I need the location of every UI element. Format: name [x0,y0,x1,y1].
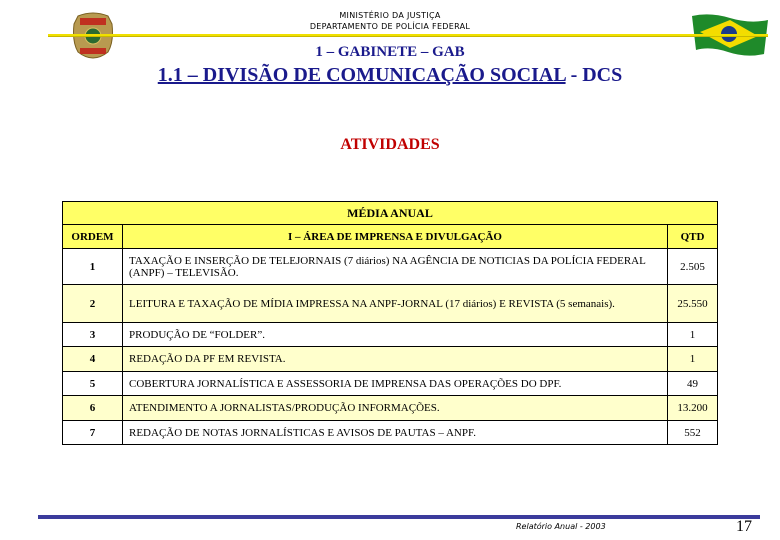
row-ordem: 2 [63,285,123,323]
row-desc: REDAÇÃO DE NOTAS JORNALÍSTICAS E AVISOS DE PAUTAS – ANPF. [123,421,668,445]
footer-divider [38,515,760,519]
table-caption: MÉDIA ANUAL [63,202,718,225]
subsection-title [0,64,780,87]
ministry-name: MINISTÉRIO DA JUSTIÇA [339,11,441,20]
subsection-name: 1.1 – DIVISÃO DE COMUNICAÇÃO SOCIAL [157,64,566,86]
table-row [63,421,718,445]
header-qtd: QTD [668,225,718,249]
header-area: I – ÁREA DE IMPRENSA E DIVULGAÇÃO [123,225,668,249]
row-qtd: 2.505 [668,249,718,285]
row-qtd: 13.200 [668,396,718,421]
row-ordem: 3 [63,323,123,347]
section-title: 1 – GABINETE – GAB [315,44,465,60]
row-desc: LEITURA E TAXAÇÃO DE MÍDIA IMPRESSA NA ANPF-JORNAL (17 diários) E REVISTA (5 semanais). [123,285,668,323]
table-header-row [63,225,718,249]
row-ordem: 1 [63,249,123,285]
table-row [63,372,718,396]
table-row [63,323,718,347]
page-number: 17 [736,518,752,535]
row-desc: ATENDIMENTO A JORNALISTAS/PRODUÇÃO INFORMAÇÕES. [123,396,668,421]
table-row [63,347,718,372]
page-title: ATIVIDADES [340,136,440,153]
row-qtd: 25.550 [668,285,718,323]
report-label: Relatório Anual - 2003 [516,522,606,531]
header-ordem: ORDEM [63,225,123,249]
department-name: DEPARTAMENTO DE POLÍCIA FEDERAL [309,22,471,31]
row-ordem: 6 [63,396,123,421]
row-qtd: 1 [668,347,718,372]
row-desc: COBERTURA JORNALÍSTICA E ASSESSORIA DE IMPRENSA DAS OPERAÇÕES DO DPF. [123,372,668,396]
table-row [63,396,718,421]
row-qtd: 552 [668,421,718,445]
row-ordem: 5 [63,372,123,396]
row-ordem: 4 [63,347,123,372]
row-desc: REDAÇÃO DA PF EM REVISTA. [123,347,668,372]
row-desc: TAXAÇÃO E INSERÇÃO DE TELEJORNAIS (7 diários) NA AGÊNCIA DE NOTICIAS DA POLÍCIA FEDERAL (ANPF) – TELEVISÃO. [123,249,668,285]
row-desc: PRODUÇÃO DE “FOLDER”. [123,323,668,347]
row-qtd: 49 [668,372,718,396]
header-divider [48,34,768,37]
ministry-header [0,10,780,32]
table-row [63,249,718,285]
table-row [63,285,718,323]
subsection-suffix: - DCS [565,64,623,86]
activities-table [62,201,718,445]
row-ordem: 7 [63,421,123,445]
row-qtd: 1 [668,323,718,347]
